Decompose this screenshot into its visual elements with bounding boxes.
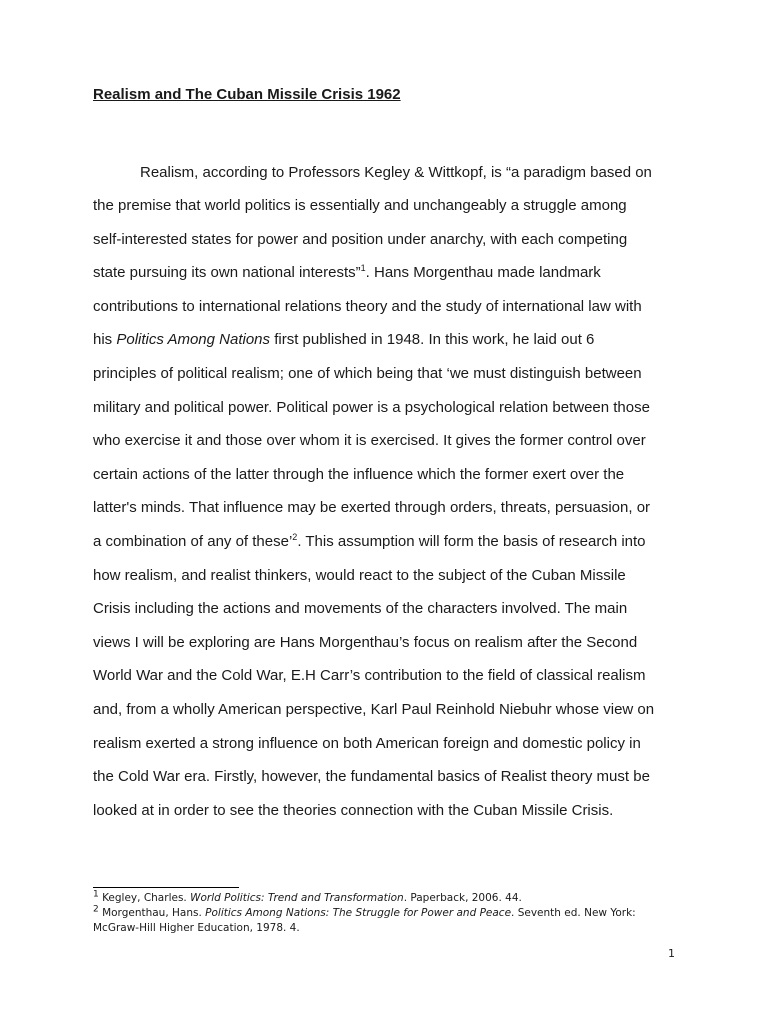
body-line: World War and the Cold War, E.H Carr’s contribution to the field of classical realism (93, 667, 646, 684)
body-line: contributions to international relations theory and the study of international law with (93, 298, 642, 315)
footnote-2-continuation: McGraw-Hill Higher Education, 1978. 4. (93, 922, 300, 934)
body-line: how realism, and realist thinkers, would react to the subject of the Cuban Missile (93, 567, 626, 584)
body-line: latter's minds. That influence may be exerted through orders, threats, persuasion, or (93, 499, 651, 516)
body-line: the Cold War era. Firstly, however, the fundamental basics of Realist theory must be (93, 768, 650, 785)
footnote-ref-1: 1 (360, 263, 366, 273)
body-line: and, from a wholly American perspective, Karl Paul Reinhold Niebuhr whose view on (93, 701, 655, 718)
footnote-1: $^1$ Kegley, Charles. World Politics: Trend and Transformation. Paperback, 2006. 44. (93, 889, 522, 904)
body-line: who exercise it and those over whom it is exercised. It gives the former control over (93, 432, 646, 449)
body-line: realism exerted a strong influence on both American foreign and domestic policy in (93, 735, 641, 752)
body-line: state pursuing its own national interests”$^1$. Hans Morgenthau made landmark (93, 263, 601, 281)
book-title: Politics Among Nations (116, 331, 271, 348)
body-line: principles of political realism; one of which being that ‘we must distinguish between (93, 365, 642, 382)
body-line: his Politics Among Nations first published in 1948. In this work, he laid out 6 (93, 331, 595, 348)
body-line: self-interested states for power and position under anarchy, with each competing (93, 231, 628, 248)
body-line: looked at in order to see the theories connection with the Cuban Missile Crisis. (93, 802, 614, 819)
body-line: the premise that world politics is essentially and unchangeably a struggle among (93, 197, 627, 214)
body-line: certain actions of the latter through the influence which the former exert over the (93, 466, 625, 483)
footnote-ref-2: 2 (292, 532, 298, 542)
body-line: Realism, according to Professors Kegley & Wittkopf, is “a paradigm based on (140, 164, 652, 181)
body-line: Crisis including the actions and movements of the characters involved. The main (93, 600, 628, 617)
page-number: 1 (668, 947, 675, 960)
document-title: Realism and The Cuban Missile Crisis 1962 (93, 86, 401, 103)
body-line: military and political power. Political power is a psychological relation between those (93, 399, 650, 416)
footnote-2: $^2$ Morgenthau, Hans. Politics Among Nations: The Struggle for Power and Peace. Seventh ed. New York: (93, 904, 636, 919)
body-line: views I will be exploring are Hans Morgenthau’s focus on realism after the Second (93, 634, 638, 651)
footnote-separator (93, 887, 239, 888)
body-line: a combination of any of these’$^2$. This assumption will form the basis of research into (93, 532, 646, 550)
